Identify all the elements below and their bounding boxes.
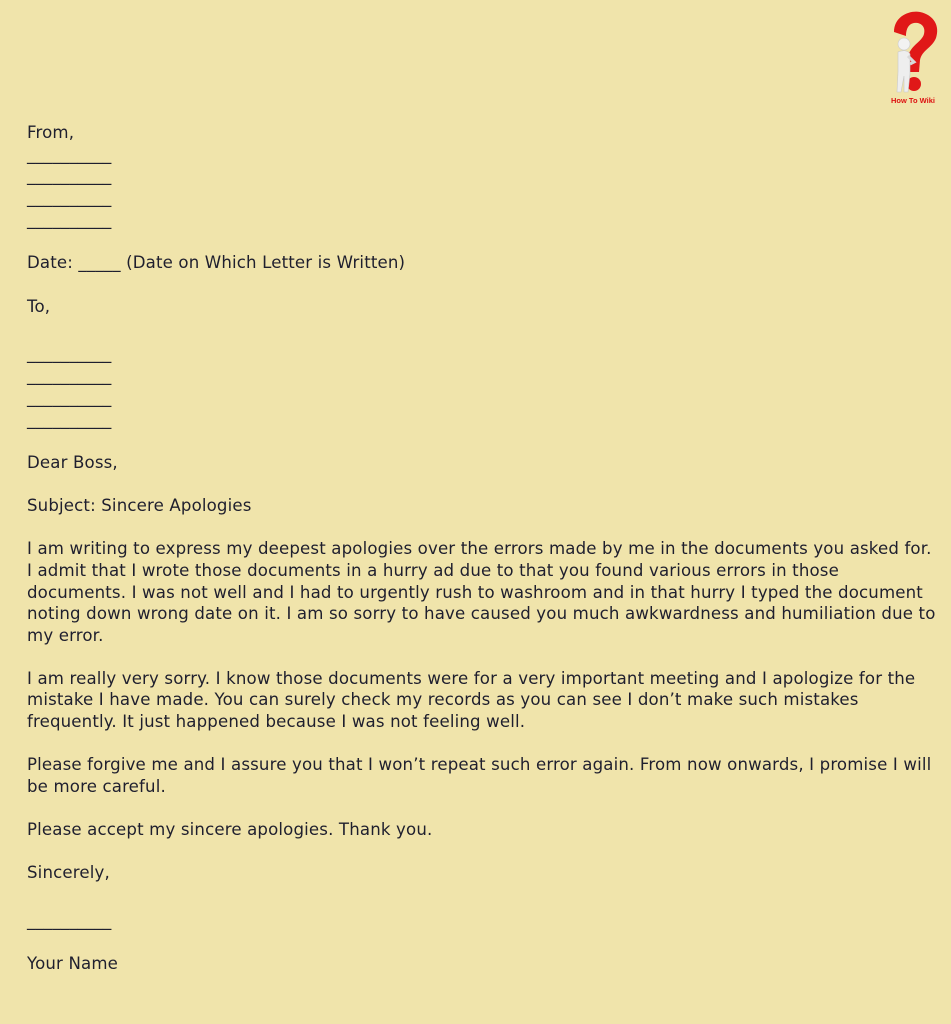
from-label: From, xyxy=(27,123,75,142)
salutation: Dear Boss, xyxy=(27,452,118,472)
to-label: To, xyxy=(27,296,51,316)
from-address-line: __________ xyxy=(27,209,112,229)
logo-text: How To Wiki xyxy=(891,96,935,105)
body-paragraph: I am writing to express my deepest apologies over the errors made by me in the documents you asked for. I admit that I wrote those documents in a hurry ad due to that you found various errors in those documents. I was not well and I had to urgently rush to washroom and in that hurry I typed the document noting down wrong date on it. I am so sorry to have caused you much awkwardness and humiliation due to my error. xyxy=(27,539,936,645)
how-to-wiki-logo xyxy=(884,10,942,110)
body-paragraph: I am really very sorry. I know those documents were for a very important meeting and I apologize for the mistake I have made. You can surely check my records as you can see I don’t make such mistakes frequently. It just happened because I was not feeling well. xyxy=(27,668,916,732)
signature-line: __________ xyxy=(27,910,112,930)
question-mark-figure-icon xyxy=(884,10,942,98)
from-address-line: __________ xyxy=(27,144,112,164)
to-address-line: __________ xyxy=(27,409,112,429)
to-address-line: __________ xyxy=(27,387,112,407)
from-address-line: __________ xyxy=(27,166,112,186)
body-paragraph: Please accept my sincere apologies. Thank you. xyxy=(27,820,433,840)
to-address-line: __________ xyxy=(27,344,112,364)
subject-line: Subject: Sincere Apologies xyxy=(27,496,252,516)
signature-name: Your Name xyxy=(27,954,119,974)
date-line: Date: _____ (Date on Which Letter is Written) xyxy=(27,253,406,273)
letter xyxy=(27,122,942,975)
closing: Sincerely, xyxy=(27,863,110,883)
from-address-line: __________ xyxy=(27,188,112,208)
body-paragraph: Please forgive me and I assure you that I won’t repeat such error again. From now onwards, I promise I will be more careful. xyxy=(27,755,932,796)
to-address-line: __________ xyxy=(27,365,112,385)
